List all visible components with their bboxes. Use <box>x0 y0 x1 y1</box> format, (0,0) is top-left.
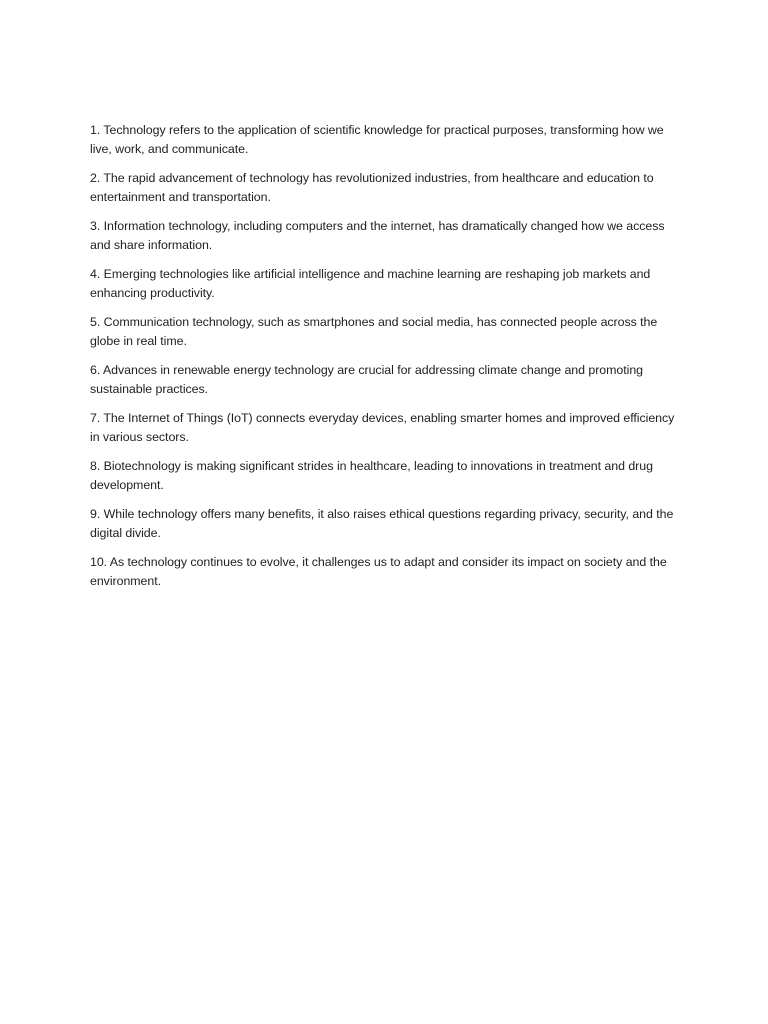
paragraph-3: 3. Information technology, including computers and the internet, has dramatically changed how we access and share information. <box>90 219 665 252</box>
paragraph-6: 6. Advances in renewable energy technology are crucial for addressing climate change and promoting sustainable practices. <box>90 363 644 396</box>
paragraph-7: 7. The Internet of Things (IoT) connects everyday devices, enabling smarter homes and improved efficiency in various sectors. <box>90 411 675 444</box>
paragraph-1: 1. Technology refers to the application of scientific knowledge for practical purposes, transforming how we live, work, and communicate. <box>90 123 664 156</box>
paragraph-4: 4. Emerging technologies like artificial intelligence and machine learning are reshaping job markets and enhancing productivity. <box>90 267 651 300</box>
paragraph-2: 2. The rapid advancement of technology has revolutionized industries, from healthcare and education to entertainment and transportation. <box>90 171 654 204</box>
paragraph-8: 8. Biotechnology is making significant strides in healthcare, leading to innovations in treatment and drug development. <box>90 459 653 492</box>
paragraph-9: 9. While technology offers many benefits, it also raises ethical questions regarding privacy, security, and the digital divide. <box>90 507 674 540</box>
paragraph-10: 10. As technology continues to evolve, it challenges us to adapt and consider its impact on society and the environment. <box>90 555 667 588</box>
document-body <box>90 121 678 601</box>
paragraph-5: 5. Communication technology, such as smartphones and social media, has connected people across the globe in real time. <box>90 315 658 348</box>
